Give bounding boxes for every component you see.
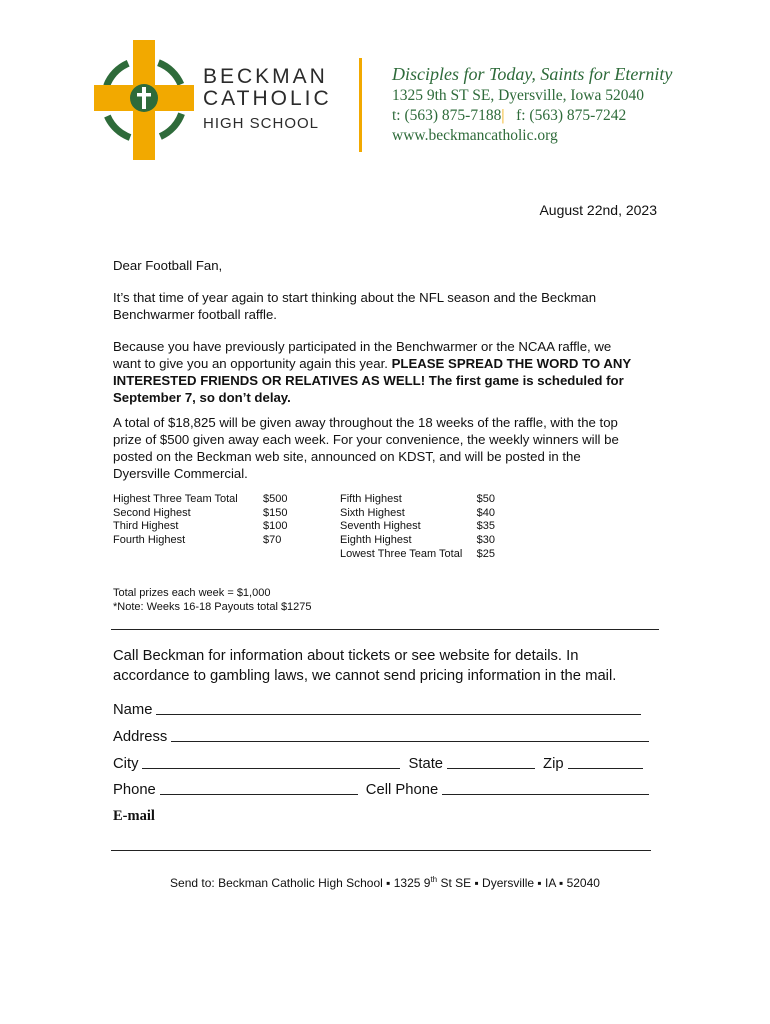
separator: |: [501, 107, 517, 124]
address-field[interactable]: [171, 727, 649, 742]
prize-labels-left: [113, 493, 238, 548]
prize-amount: $70: [263, 534, 282, 547]
phone-label: Phone: [113, 782, 156, 798]
prize-label: Seventh Highest: [340, 520, 421, 533]
prize-label: Highest Three Team Total: [113, 493, 238, 505]
email-label: E-mail: [113, 808, 155, 824]
school-phone: t: (563) 875-7188: [392, 107, 502, 124]
city-row: [113, 754, 647, 772]
school-motto: Disciples for Today, Saints for Eternity: [392, 64, 673, 84]
school-address-block: [392, 62, 672, 146]
city-field[interactable]: [142, 754, 400, 769]
phone-field[interactable]: [160, 780, 358, 795]
total-prizes-line: Total prizes each week = $1,000: [113, 587, 271, 599]
prize-label: Second Highest: [113, 506, 191, 519]
cell-phone-field[interactable]: [442, 780, 649, 795]
school-name: [203, 66, 332, 134]
name-label: Name: [113, 702, 153, 718]
address-row: [113, 727, 653, 745]
prize-label: Eighth Highest: [340, 534, 412, 547]
phone-row: [113, 780, 653, 798]
paragraph-2: [113, 338, 633, 406]
prize-amount: $100: [263, 520, 288, 533]
paragraph-3-text: A total of $18,825 will be given away throughout the 18 weeks of the raffle, with the top prize of $500 given away each week. For your convenience, the weekly winners will be posted on the Beckman web site, announced on KDST, and will be posted in the Dyersville Commercial.: [113, 415, 619, 481]
prize-label: Lowest Three Team Total: [340, 547, 463, 560]
prize-amount: $35: [476, 520, 495, 533]
paragraph-1: [113, 289, 633, 323]
school-name-line2: CATHOLIC: [203, 87, 332, 110]
prize-amounts-right: [475, 493, 495, 562]
prize-amount: $500: [263, 493, 288, 505]
paragraph-1-text: It’s that time of year again to start thinking about the NFL season and the Beckman Benchwarmer football raffle.: [113, 290, 597, 322]
prize-amount: $30: [476, 534, 495, 547]
prize-label: Fifth Highest: [340, 493, 402, 505]
name-row: [113, 700, 645, 718]
section-divider: [111, 629, 659, 630]
prize-amount: $40: [476, 506, 495, 519]
prize-amount: $50: [476, 493, 495, 505]
email-field[interactable]: [111, 850, 651, 851]
payout-note: *Note: Weeks 16-18 Payouts total $1275: [113, 600, 312, 613]
mailing-address-footer: [0, 875, 770, 890]
school-address: 1325 9th ST SE, Dyersville, Iowa 52040: [392, 87, 645, 104]
state-label: State: [408, 756, 444, 772]
paragraph-2-text: Because you have previously participated in the Benchwarmer or the NCAA raffle, we want to give you an opportunity again this year.: [113, 339, 612, 371]
address-label: Address: [113, 729, 168, 745]
prize-amount: $25: [476, 547, 495, 560]
prize-label: Fourth Highest: [113, 534, 186, 547]
prize-label: Sixth Highest: [340, 506, 405, 519]
zip-label: Zip: [543, 756, 564, 772]
zip-field[interactable]: [568, 754, 643, 769]
cell-phone-label: Cell Phone: [365, 782, 439, 798]
prize-amounts-left: [263, 493, 287, 548]
cross-emblem-icon: [93, 40, 196, 160]
footer-superscript: th: [430, 875, 438, 884]
school-fax: f: (563) 875-7242: [516, 107, 627, 124]
call-info-text: Call Beckman for information about tickets or see website for details. In accordance to gambling laws, we cannot send pricing information in the mail.: [113, 648, 617, 684]
header-divider: [359, 58, 362, 152]
footer-address-part2: St SE ▪ Dyersville ▪ IA ▪ 52040: [437, 876, 600, 890]
letter-date: August 22nd, 2023: [539, 202, 657, 218]
city-label: City: [113, 756, 139, 772]
prize-totals: [113, 587, 312, 614]
prize-labels-right: [340, 493, 462, 562]
paragraph-2-emphasis: PLEASE SPREAD THE WORD TO ANY INTERESTED FRIENDS OR RELATIVES AS WELL! The first game is scheduled for September 7, so don’t delay.: [113, 356, 631, 405]
school-phone-fax: [392, 106, 672, 126]
footer-address-part1: Send to: Beckman Catholic High School ▪ 1325 9: [170, 876, 431, 890]
school-website[interactable]: www.beckmancatholic.org: [392, 127, 558, 144]
salutation: Dear Football Fan,: [113, 258, 223, 273]
state-field[interactable]: [447, 754, 535, 769]
school-name-line1: BECKMAN: [203, 65, 328, 88]
prize-amount: $150: [263, 506, 288, 519]
paragraph-3: [113, 414, 633, 482]
school-name-line3: HIGH SCHOOL: [203, 115, 320, 132]
name-field[interactable]: [156, 700, 641, 715]
prize-label: Third Highest: [113, 520, 179, 533]
